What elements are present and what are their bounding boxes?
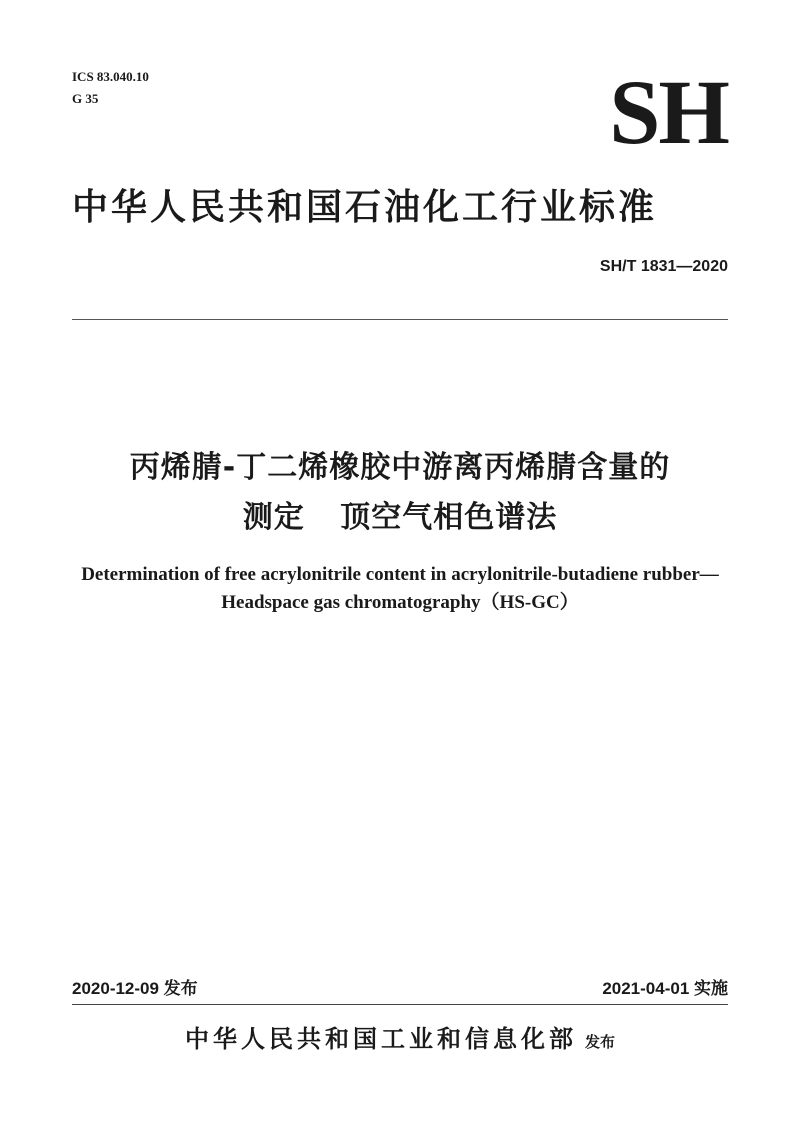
header-divider [72,319,728,320]
ics-code: ICS 83.040.10 [72,69,149,84]
standard-category-title: 中华人民共和国石油化工行业标准 [72,187,658,228]
publisher-organization: 中华人民共和国工业和信息化部 [184,1025,577,1053]
sh-logo: SH [609,61,728,163]
english-title-line-1: Determination of free acrylonitrile content in acrylonitrile-butadiene rubber— [81,564,719,585]
publisher-line [40,1022,760,1059]
issue-date: 2020-12-09 发布 [72,979,198,998]
publisher-action: 发布 [584,1033,615,1051]
chinese-title-line-2: 测定 顶空气相色谱法 [242,500,558,535]
english-title-line-2: Headspace gas chromatography（HS-GC） [221,592,579,613]
implementation-date: 2021-04-01 实施 [602,979,728,998]
classification-code: G 35 [72,91,99,106]
standard-number: SH/T 1831—2020 [599,258,728,275]
chinese-title-line-1: 丙烯腈-丁二烯橡胶中游离丙烯腈含量的 [129,450,671,485]
footer-divider [72,1004,728,1005]
